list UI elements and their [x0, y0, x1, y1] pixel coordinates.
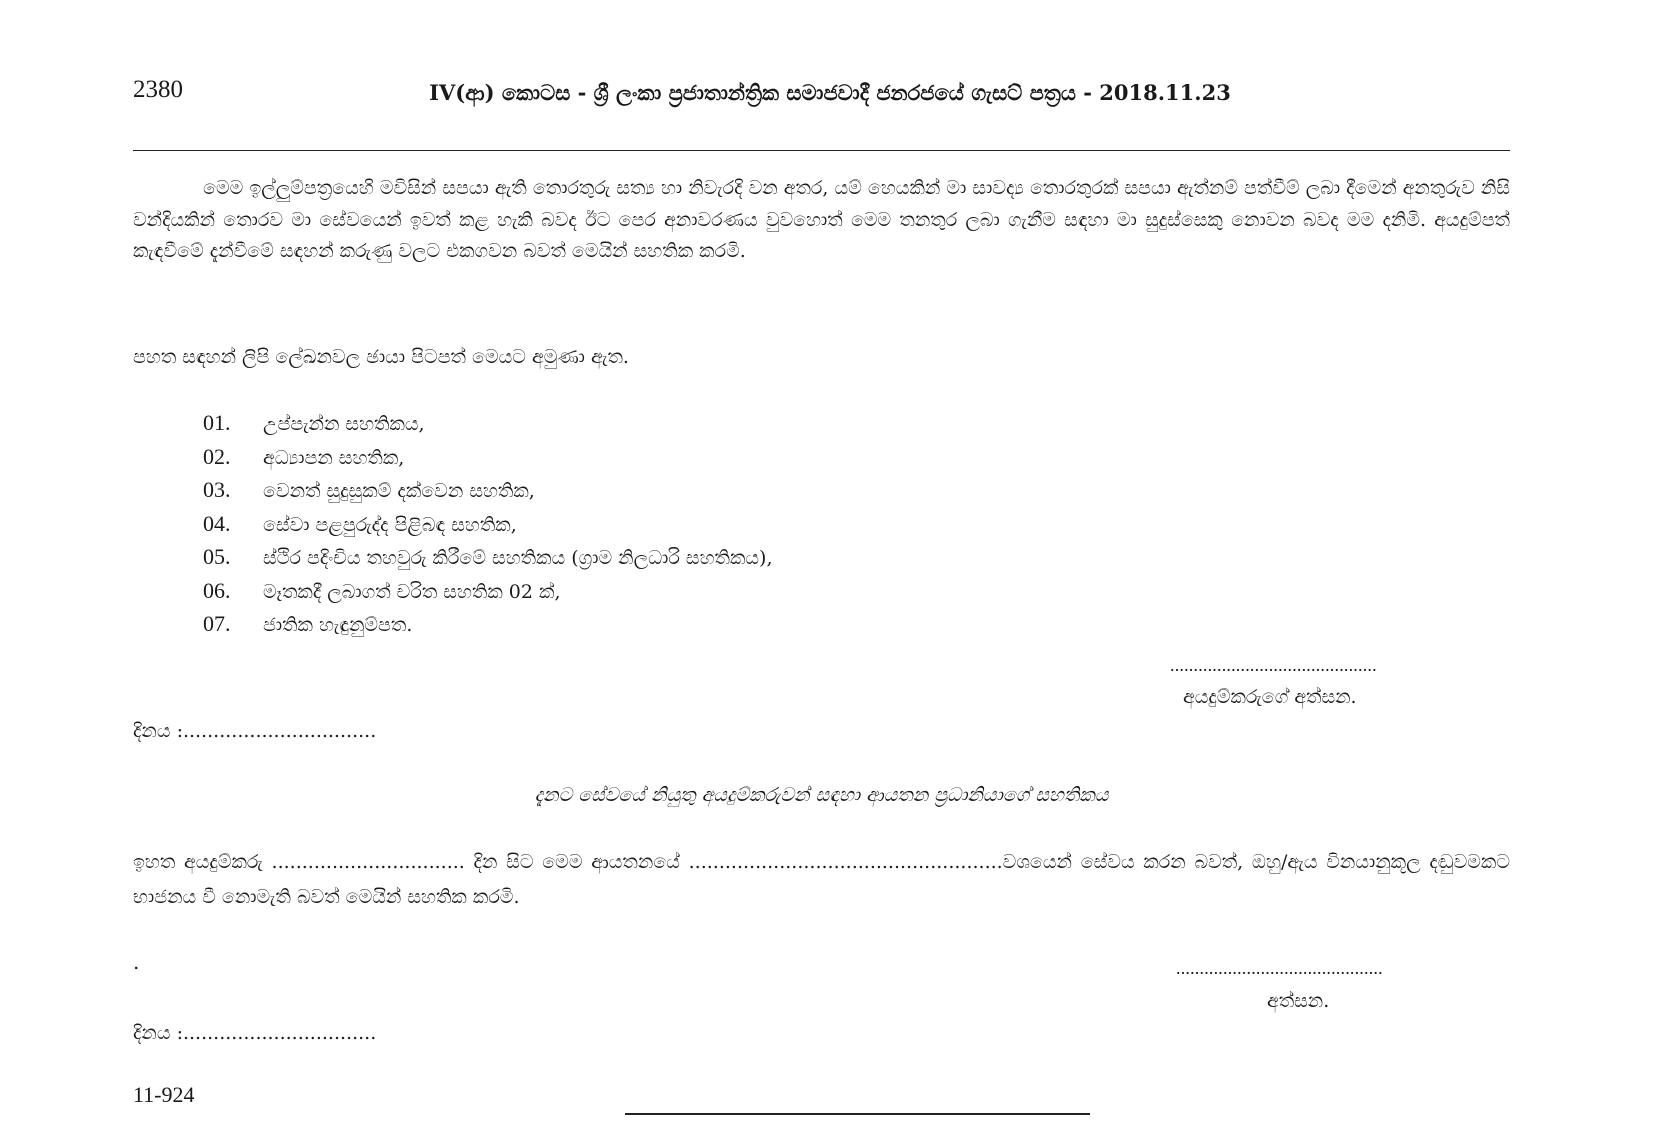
head-certificate-paragraph: ඉහත අයදුම්කරු ................................ දින සිට මෙම ආයතනයේ ....................................................වශයෙන් සේවය කරන බවත්, ඔහු/ඇය විනයානුකූල දඬුවමකට භාජනය වී නොමැති බවත් මෙයින් සහතික කරමි.: [133, 851, 1510, 908]
head-certificate-heading: දැනට සේවයේ නියුතු අයදුම්කරුවන් සඳහා ආයතන ප්‍රධානියාගේ සහතිකය: [534, 784, 1109, 806]
list-item-number: 03.: [203, 477, 231, 502]
header-rule: [133, 150, 1510, 151]
list-item-number: 01.: [203, 410, 231, 435]
applicant-signature-line: ............................................: [1170, 655, 1377, 675]
applicant-date-line: දිනය :................................: [133, 720, 377, 742]
reference-code: 11-924: [133, 1082, 195, 1107]
head-date-line: දිනය :................................: [133, 1022, 377, 1044]
declaration-paragraph: මෙම ඉල්ලුම්පත්‍රයෙහි මවිසින් සපයා ඇති තොරතුරු සත්‍ය හා නිවැරදි වන අතර, යම් හෙයකින් මා සාවද්‍ය තොරතුරක් සපයා ඇත්නම් පත්වීම් ලබා දීමෙන් අනතුරුව නිසි වන්දියකින් තොරව මා සේවයෙන් ඉවත් කළ හැකි බවද ඊට පෙර අනාවරණය වුවහොත් මෙම තනතුර ලබා ගැනීම සඳහා මා සුදුස්සෙකු නොවන බවද මම දනිමි. අයදුම්පත් කැඳවීමේ දැන්වීමේ සඳහන් කරුණු වලට එකගවන බවත් මෙයින් සහතික කරමි.: [133, 177, 1510, 262]
list-item-text: ජාතික හැඳුනුම්පත.: [263, 614, 413, 636]
head-signature-caption: අත්සන.: [1267, 990, 1330, 1012]
enclosed-documents-list: [203, 406, 773, 641]
list-item-text: උප්පැන්න සහතිකය,: [263, 413, 425, 435]
list-item: [203, 473, 773, 507]
stray-mark: .: [133, 950, 140, 974]
list-item: [203, 540, 773, 574]
running-head: IV(ආ) කොටස - ශ්‍රී ලංකා ප්‍රජාතාන්ත්‍රික සමාජවාදී ජනරජයේ ගැසට් පත්‍රය - 2018.11.23: [429, 80, 1231, 105]
list-item-number: 02.: [203, 443, 231, 469]
list-item: [203, 440, 773, 474]
enclosed-documents-intro: පහත සඳහන් ලිපි ලේඛනවල ඡායා පිටපත් මෙයට අමුණා ඇත.: [133, 346, 629, 368]
head-signature-line: ............................................: [1176, 958, 1383, 978]
footer-rule: [625, 1113, 1090, 1115]
list-item-text: වෙනත් සුදුසුකම් දක්වෙන සහතික,: [263, 480, 535, 502]
list-item-number: 06.: [203, 577, 231, 603]
list-item-text: ස්ථිර පදිංචිය තහවුරු කිරීමේ සහතිකය (ග්‍රාම නිලධාරි සහතිකය),: [263, 547, 773, 569]
list-item: [203, 507, 773, 541]
list-item-number: 04.: [203, 510, 231, 536]
applicant-signature-caption: අයදුම්කරුගේ අත්සන.: [1183, 686, 1357, 708]
list-item-number: 07.: [203, 611, 231, 636]
page-number: 2380: [133, 76, 183, 103]
list-item-number: 05.: [203, 544, 231, 569]
list-item: [203, 607, 773, 641]
list-item-text: මෑතකදී ලබාගත් චරිත සහතික 02 ක්,: [263, 580, 561, 603]
list-item-text: අධ්‍යාපන සහතික,: [263, 446, 405, 469]
list-item-text: සේවා පළපුරුද්ද පිළිබඳ සහතික,: [263, 513, 517, 536]
list-item: [203, 574, 773, 608]
list-item: [203, 406, 773, 440]
